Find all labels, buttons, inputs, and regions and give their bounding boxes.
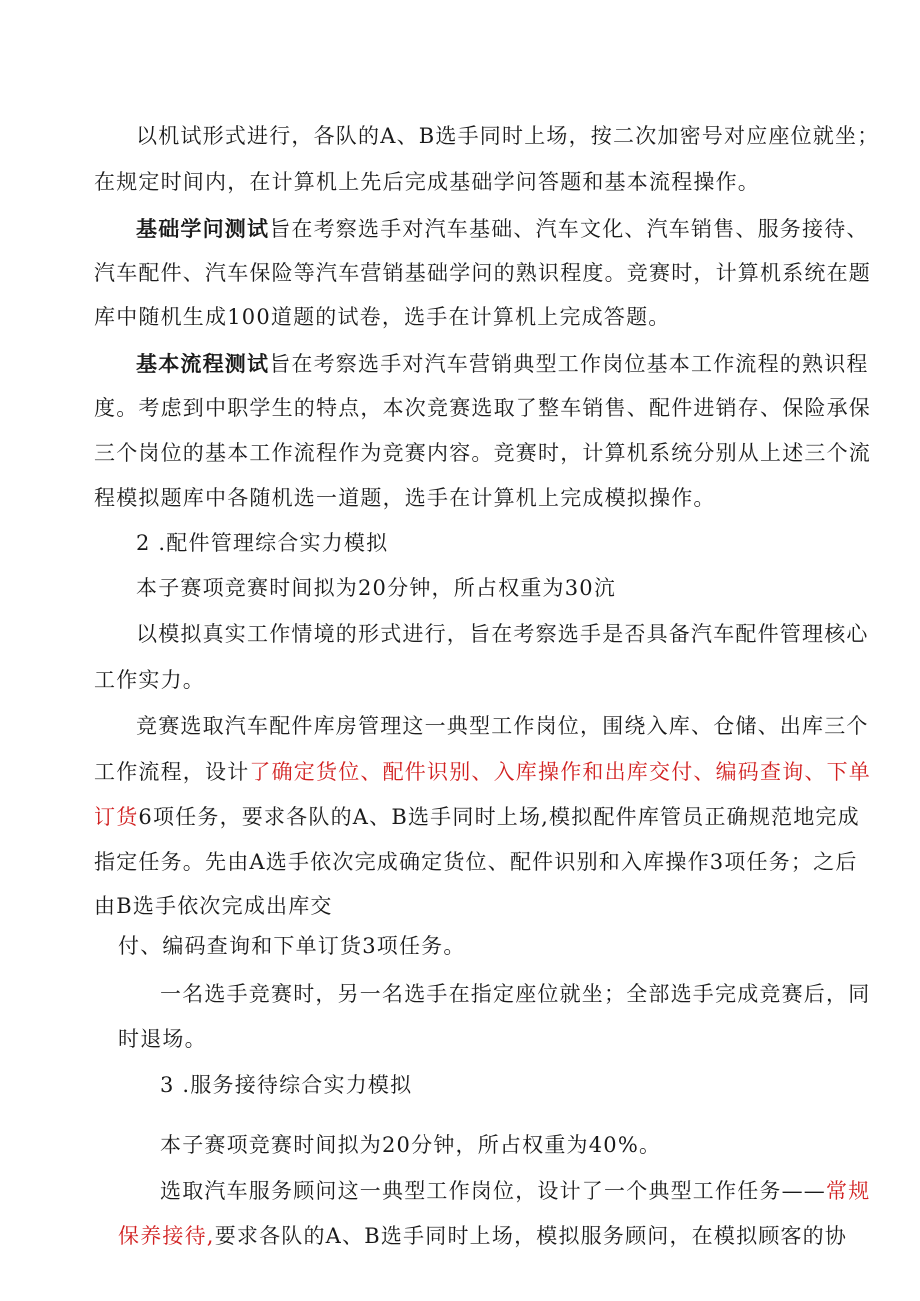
highlighted-text: 了确定货位、配件识别、入库操作和出库交付、编码查询、下单 [249, 760, 872, 784]
paragraph-line: 汽车配件、汽车保险等汽车营销基础学问的熟识程度。竞赛时，计算机系统在题 [94, 261, 871, 285]
paragraph-line: 工作实力。 [94, 668, 205, 692]
paragraph-line: 以模拟真实工作情境的形式进行，旨在考察选手是否具备汽车配件管理核心 [136, 622, 869, 646]
paragraph-line: 一名选手竞赛时，另一名选手在指定座位就坐；全部选手完成竞赛后，同 [160, 982, 871, 1006]
paragraph-line [160, 1181, 870, 1202]
paragraph-line: 时退场。 [118, 1027, 207, 1051]
paragraph-text: 工作流程，设计 [94, 760, 250, 784]
paragraph-line: 以机试形式进行，各队的A、B选手同时上场，按二次加密号对应座位就坐； [136, 124, 880, 148]
paragraph-line: 竞赛选取汽车配件库房管理这一典型工作岗位，围绕入库、仓储、出库三个 [136, 714, 869, 738]
paragraph-line [136, 218, 869, 240]
paragraph-line [94, 807, 860, 828]
term-basic-process-test: 基本流程测试 [136, 351, 270, 376]
highlighted-text: 订货 [94, 805, 139, 829]
paragraph-line: 三个岗位的基本工作流程作为竞赛内容。竞赛时，计算机系统分别从上述三个流 [94, 441, 871, 465]
paragraph-text: 6项任务，要求各队的A、B选手同时上场,模拟配件库管员正确规范地完成 [138, 805, 860, 829]
paragraph-line: 度。考虑到中职学生的特点，本次竞赛选取了整车销售、配件进销存、保险承保 [94, 396, 871, 420]
paragraph-text: 旨在考察选手对汽车营销典型工作岗位基本工作流程的熟识程 [269, 352, 869, 376]
paragraph-line: 指定任务。先由A选手依次完成确定货位、配件识别和入库操作3项任务；之后 [94, 850, 858, 874]
paragraph-line [94, 762, 871, 783]
paragraph-line: 库中随机生成100道题的试卷，选手在计算机上完成答题。 [94, 305, 671, 329]
highlighted-text: 保养接待, [118, 1224, 215, 1248]
paragraph-line: 由B选手依次完成出库交 [94, 894, 333, 918]
highlighted-text: 常规 [826, 1179, 871, 1203]
paragraph-line: 程模拟题库中各随机选一道题，选手在计算机上完成模拟操作。 [94, 486, 716, 510]
section-heading-2: 2 .配件管理综合实力模拟 [136, 531, 389, 555]
paragraph-line [118, 1226, 847, 1247]
paragraph-line: 本子赛项竞赛时间拟为20分钟，所占权重为40%。 [160, 1133, 662, 1157]
paragraph-line: 本子赛项竞赛时间拟为20分钟，所占权重为30沆 [136, 576, 617, 600]
paragraph-text: 选取汽车服务顾问这一典型工作岗位，设计了一个典型工作任务—— [160, 1179, 826, 1203]
term-basic-knowledge-test: 基础学问测试 [136, 216, 270, 241]
section-heading-3: 3 .服务接待综合实力模拟 [160, 1073, 413, 1097]
paragraph-text: 要求各队的A、B选手同时上场，模拟服务顾问，在模拟顾客的协 [214, 1224, 848, 1248]
paragraph-line [136, 353, 869, 375]
paragraph-line: 付、编码查询和下单订货3项任务。 [118, 934, 466, 958]
paragraph-line: 在规定时间内，在计算机上先后完成基础学问答题和基本流程操作。 [94, 170, 760, 194]
paragraph-text: 旨在考察选手对汽车基础、汽车文化、汽车销售、服务接待、 [269, 217, 869, 241]
